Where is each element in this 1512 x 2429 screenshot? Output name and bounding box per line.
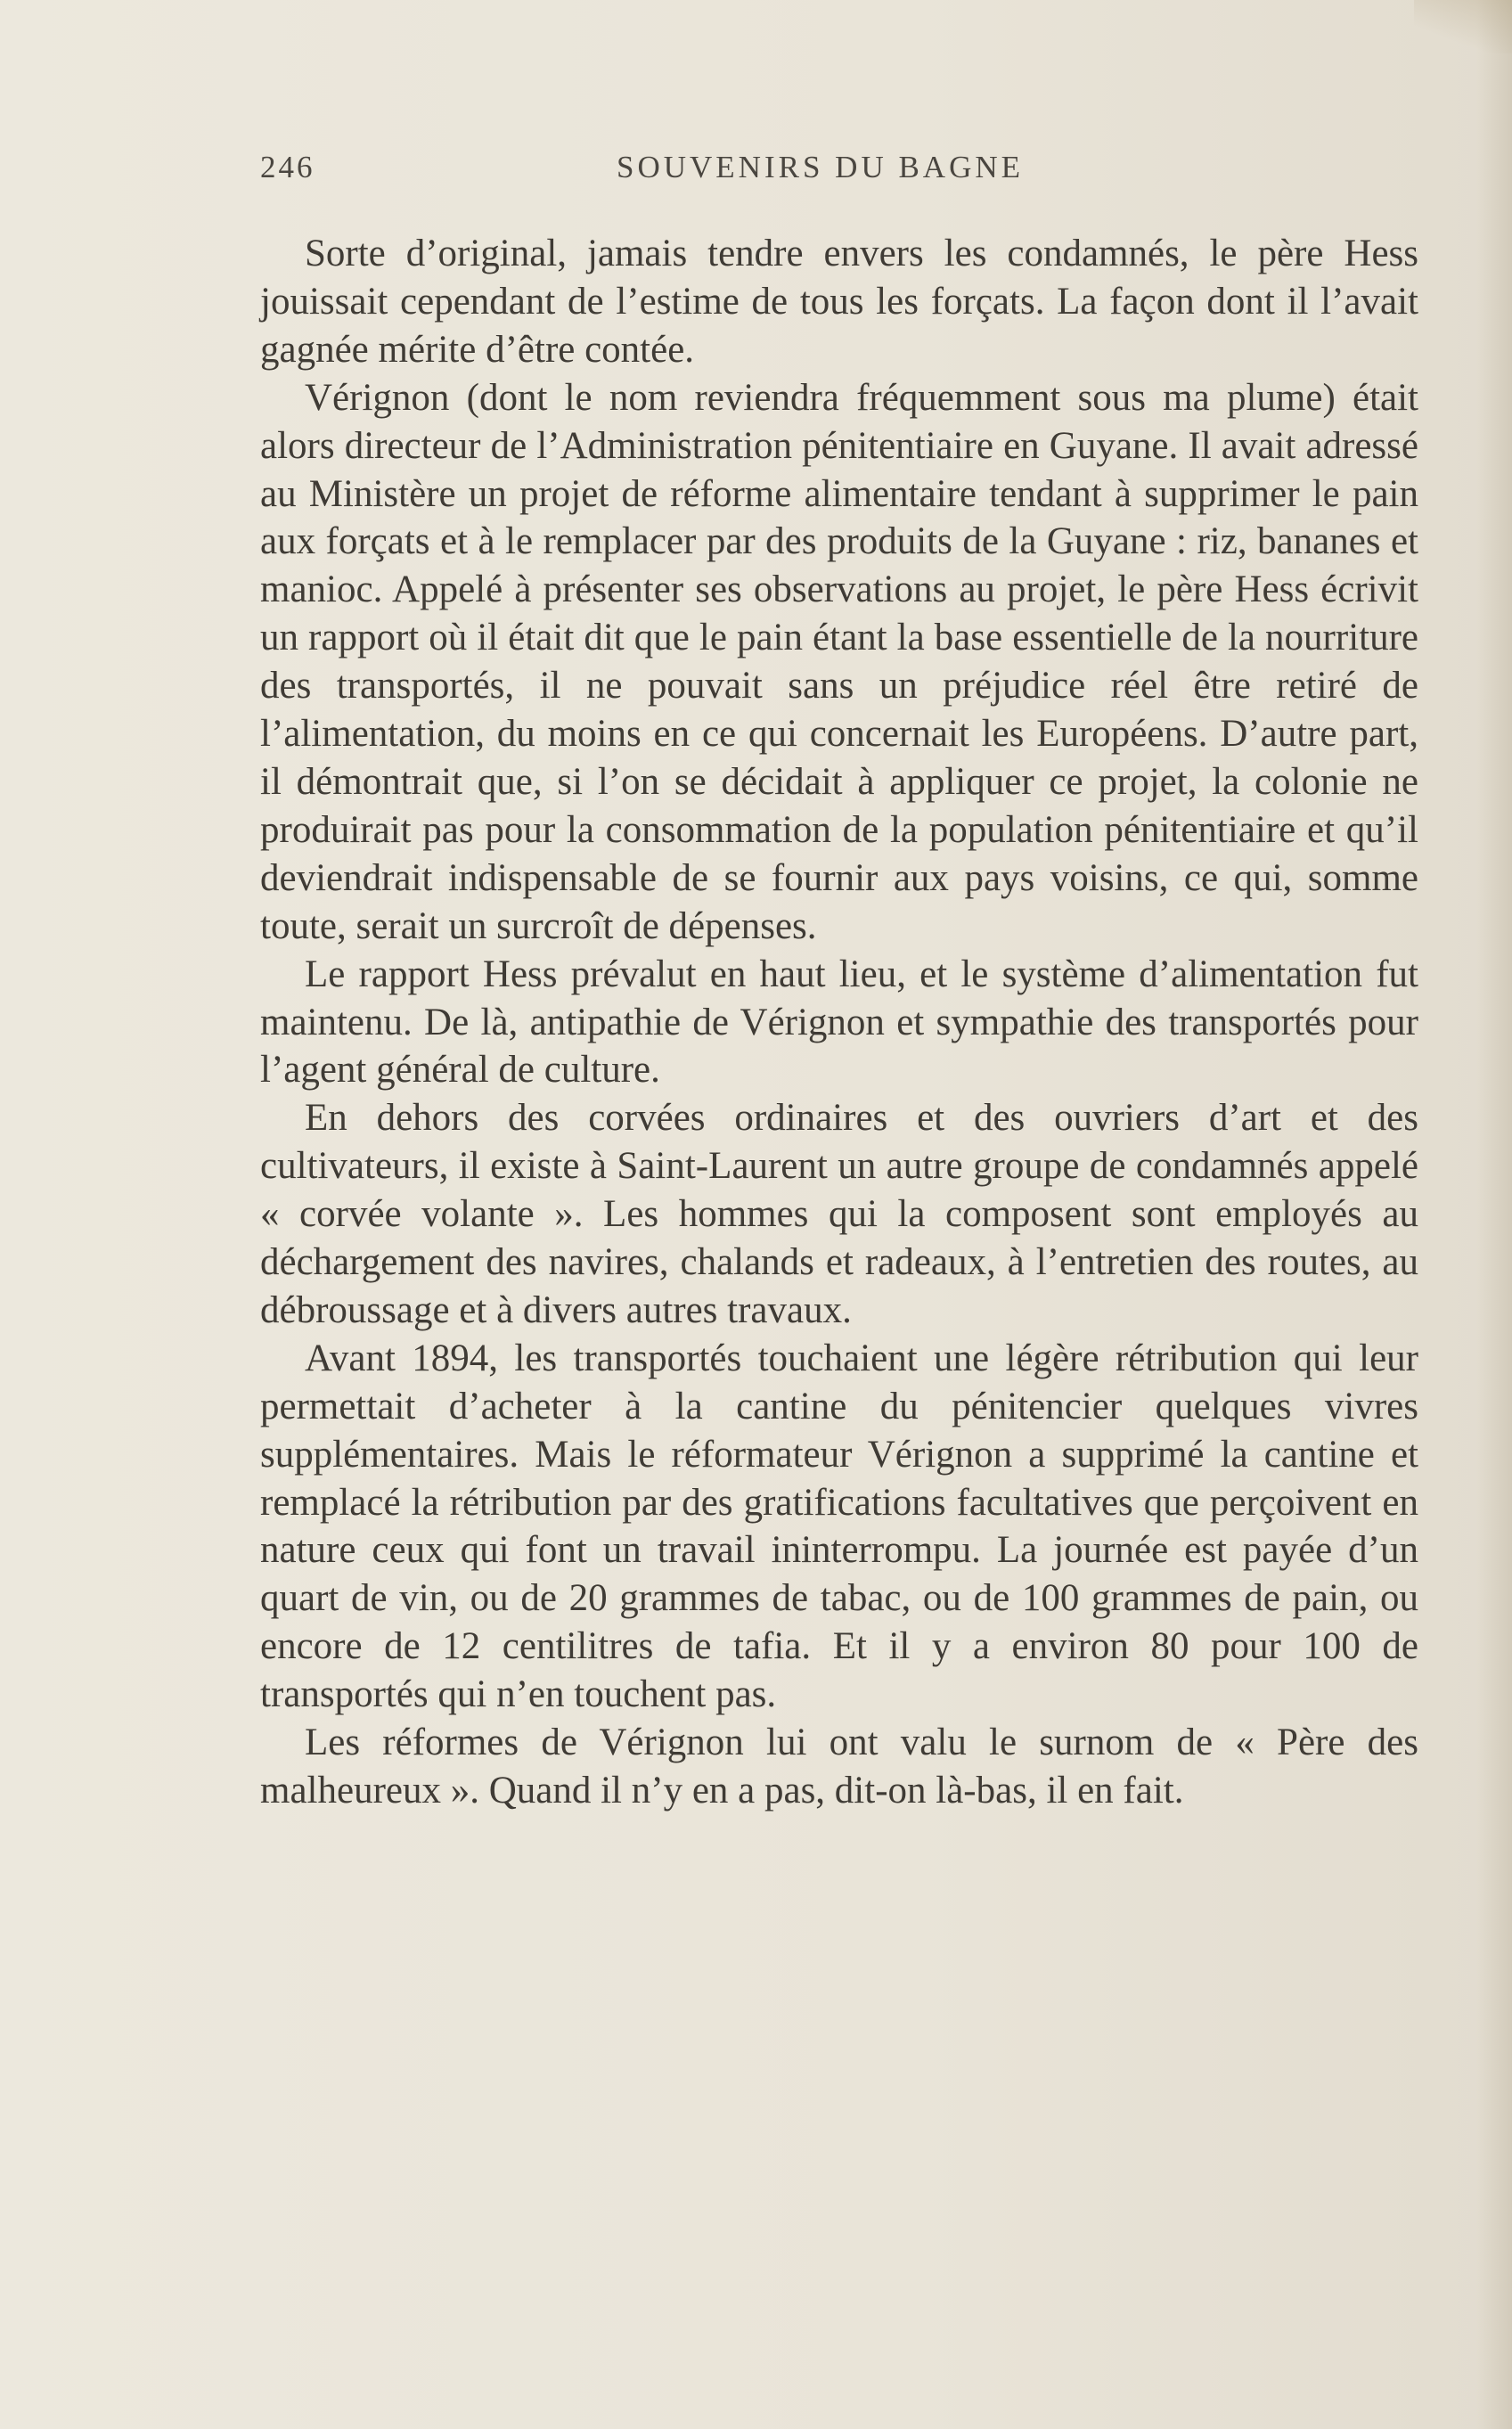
page-edge-shadow (1476, 0, 1512, 2429)
page-number: 246 (260, 150, 315, 184)
body-text (260, 230, 1418, 1815)
page-corner-shadow (1414, 0, 1512, 53)
paragraph: Sorte d’original, jamais tendre envers les condamnés, le père Hess jouissait cependant de l’estime de tous les forçats. La façon dont il l’avait gagnée mérite d’être contée. (260, 233, 1418, 371)
paragraph: Avant 1894, les transportés touchaient une légère rétribution qui leur permettait d’acheter à la cantine du pénitencier quelques vivres supplémentaires. Mais le réformateur Vérignon a supprimé la cantine et remplacé la rétribution par des gratifications facultatives que perçoivent en nature ceux qui font un travail ininterrompu. La journée est payée d’un quart de vin, ou de 20 grammes de tabac, ou de 100 grammes de pain, ou encore de 12 centilitres de tafia. Et il y a environ 80 pour 100 de transportés qui n’en touchent pas. (260, 1337, 1418, 1716)
paragraph: Les réformes de Vérignon lui ont valu le surnom de « Père des malheureux ». Quand il n’y en a pas, dit-on là-bas, il en fait. (260, 1722, 1418, 1812)
running-title: SOUVENIRS DU BAGNE (617, 150, 1025, 184)
paragraph: Vérignon (dont le nom reviendra fréquemment sous ma plume) était alors directeur de l’Administration pénitentiaire en Guyane. Il avait adressé au Ministère un projet de réforme alimentaire tendant à supprimer le pain aux forçats et à le remplacer par des produits de la Guyane : riz, bananes et manioc. Appelé à présenter ses observations au projet, le père Hess écrivit un rapport où il était dit que le pain étant la base essentielle de la nourriture des transportés, il ne pouvait sans un préjudice réel être retiré de l’alimentation, du moins en ce qui concernait les Européens. D’autre part, il démontrait que, si l’on se décidait à appliquer ce projet, la colonie ne produirait pas pour la consommation de la population pénitentiaire et qu’il deviendrait indispensable de se fournir aux pays voisins, ce qui, somme toute, serait un surcroît de dépenses. (260, 376, 1418, 947)
running-header (260, 150, 1418, 189)
paragraph: En dehors des corvées ordinaires et des ouvriers d’art et des cultivateurs, il existe à Saint-Laurent un autre groupe de condamnés appelé « corvée volante ». Les hommes qui la composent sont employés au déchargement des navires, chalands et radeaux, à l’entretien des routes, au débroussage et à divers autres travaux. (260, 1097, 1418, 1331)
paragraph: Le rapport Hess prévalut en haut lieu, et le système d’alimentation fut maintenu. De là, antipathie de Vérignon et sympathie des transportés pour l’agent général de culture. (260, 953, 1418, 1092)
